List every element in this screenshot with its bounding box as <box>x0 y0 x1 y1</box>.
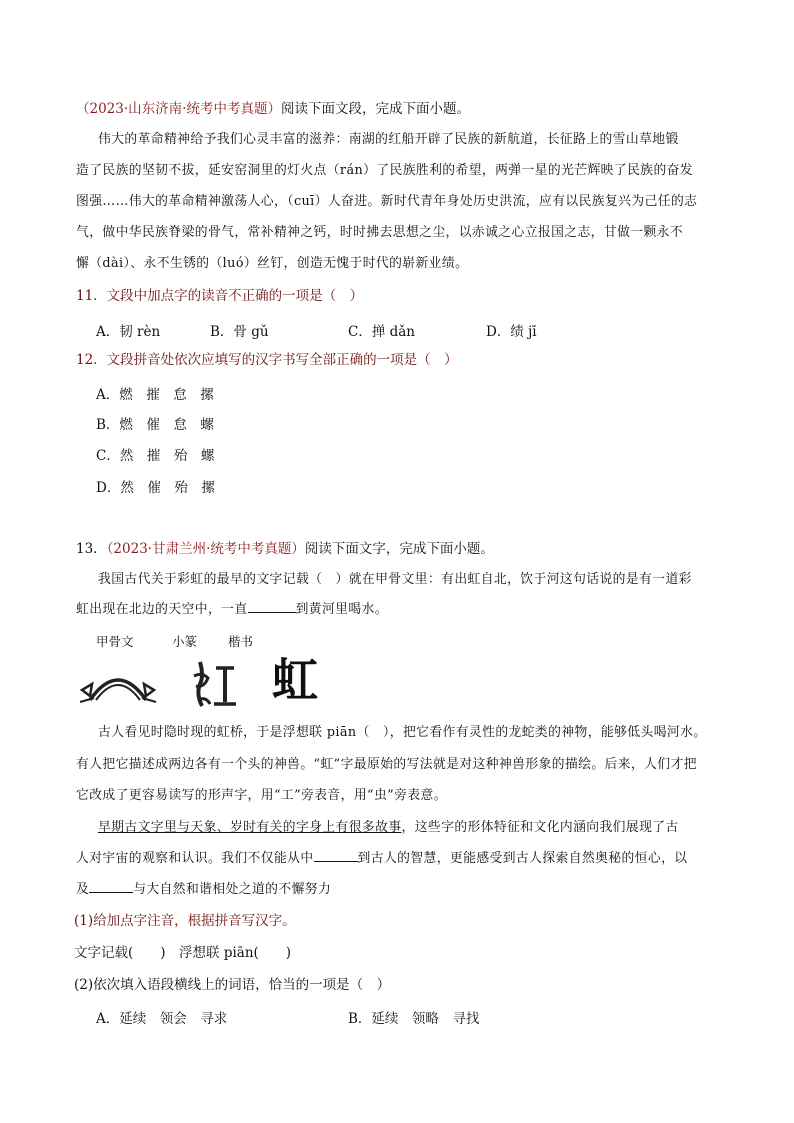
q13-paragraph-line: 及 与大自然和谐相处之道的不懈努力 <box>76 882 332 897</box>
intro-text: 阅读下面文段，完成下面小题。 <box>280 101 470 117</box>
q13-paragraph-line: 人对宇宙的观察和认识。我们不仅能从中 到古人的智慧，更能感受到古人探索自然奥秘的恒心，以 <box>76 851 688 866</box>
q12-option-a[interactable]: A．燃 摧 怠 摞 <box>96 387 214 403</box>
fill-blank-2[interactable] <box>314 861 358 862</box>
q13-paragraph-line: 有人把它描述成两边各有一个头的神兽。“虹”字最原始的写法就是对这种神兽形象的描绘。后来，人们才把 <box>76 757 697 772</box>
passage-line: 气，做中华民族脊梁的骨气，常补精神之钙，时时拂去思想之尘，以赤诚之心立报国之志，甘做一颗永不 <box>76 225 684 240</box>
sub2-option-a[interactable]: A．延续 领会 寻求 <box>96 1011 228 1027</box>
question-13-header <box>76 540 494 558</box>
q11-option-a[interactable]: A．韧 rèn <box>96 324 161 340</box>
source-tag: （2023·山东济南·统考中考真题） <box>76 101 281 117</box>
q12-option-b[interactable]: B．燃 催 怠 螺 <box>96 417 214 433</box>
fill-blank-3[interactable] <box>89 892 133 893</box>
underlined-sentence: 早期古文字里与天象、岁时有关的字身上有很多故事 <box>98 820 402 835</box>
seal-script-rainbow-glyph <box>190 654 240 714</box>
section1-intro <box>76 100 470 118</box>
passage-line: 图强……伟大的革命精神激荡人心，（cuī）人奋进。新时代青年身处历史洪流，应有以民族复兴为己任的志 <box>76 194 698 209</box>
sub-question-1: (1)给加点字注音，根据拼音写汉字。 <box>74 913 296 929</box>
q13-paragraph-line: 我国古代关于彩虹的最早的文字记载（ ）就在甲骨文里：有出虹自北，饮于河这句话说的是有一道彩 <box>98 572 692 587</box>
q11-option-c[interactable]: C．掸 dǎn <box>348 324 416 340</box>
q13-paragraph-line: 它改成了更容易读写的形声字，用“工”旁表音，用“虫”旁表意。 <box>76 788 447 803</box>
glyph-label-oracle: 甲骨文 <box>96 634 134 649</box>
q13-paragraph-line: 早期古文字里与天象、岁时有关的字身上有很多故事，这些字的形体特征和文化内涵向我们展现了古 <box>98 820 679 835</box>
question-12-stem: 12．文段拼音处依次应填写的汉字书写全部正确的一项是（ ） <box>76 352 458 368</box>
passage-line: 懈（dài）、永不生锈的（luó）丝钉，创造无愧于时代的崭新业绩。 <box>76 256 469 271</box>
passage-line: 造了民族的坚韧不拔，延安窑洞里的灯火点（rán）了民族胜利的希望，两弹一星的光芒辉映了民族的奋发 <box>76 163 694 178</box>
question-11-stem: 11．文段中加点字的读音不正确的一项是（ ） <box>76 288 364 304</box>
q13-number: 13． <box>76 541 107 557</box>
glyph-label-regular: 楷书 <box>228 634 254 649</box>
source-tag: （2023·甘肃兰州·统考中考真题） <box>106 541 305 557</box>
sub-question-2: (2)依次填入语段横线上的词语，恰当的一项是（ ） <box>74 977 391 993</box>
oracle-bone-rainbow-glyph <box>78 660 158 710</box>
q11-option-d[interactable]: D．绩 jī <box>486 324 537 340</box>
q13-paragraph-line: 古人看见时隐时现的虹桥，于是浮想联 piān（ ），把它看作有灵性的龙蛇类的神物，能够低头喝河水。 <box>98 725 707 740</box>
q11-option-b[interactable]: B．骨 gǔ <box>210 324 269 340</box>
regular-script-rainbow-glyph: 虹 <box>272 653 318 707</box>
q12-option-c[interactable]: C．然 摧 殆 螺 <box>96 448 215 464</box>
q12-option-d[interactable]: D．然 催 殆 摞 <box>96 480 215 496</box>
fill-blank-1[interactable] <box>248 612 296 613</box>
passage-line: 伟大的革命精神给予我们心灵丰富的滋养：南湖的红船开辟了民族的新航道，长征路上的雪山草地锻 <box>98 132 679 147</box>
glyph-label-seal: 小篆 <box>172 634 198 649</box>
q13-intro: 阅读下面文字，完成下面小题。 <box>304 541 494 557</box>
sub2-option-b[interactable]: B．延续 领略 寻找 <box>348 1011 480 1027</box>
q13-paragraph-line: 虹出现在北边的天空中，一直 到黄河里喝水。 <box>76 602 388 617</box>
sub-question-1-answer-line[interactable]: 文字记载( ) 浮想联 piān( ) <box>74 945 292 961</box>
